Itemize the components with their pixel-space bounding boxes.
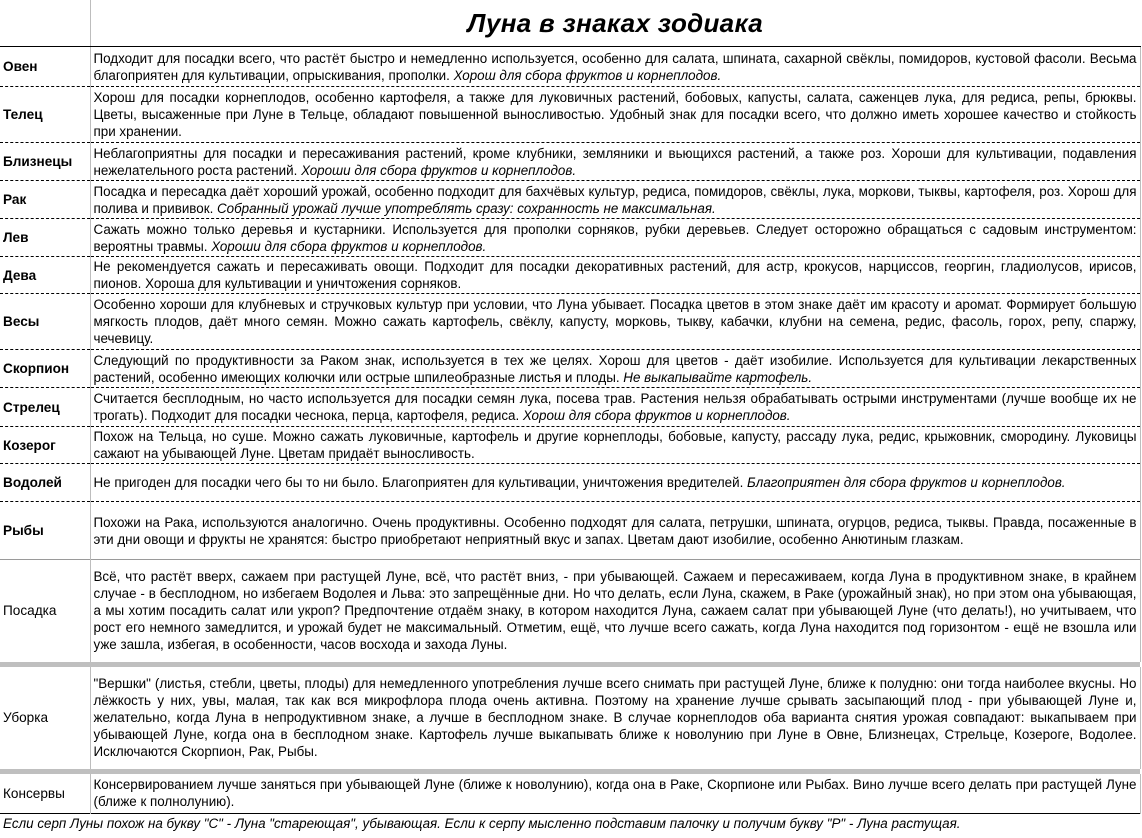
section-desc-harvest: "Вершки" (листья, стебли, цветы, плоды) для немедленного употребления лучше всего снимать при растущей Луне, ближе к полудню: они тогда наиболее вкусны. Но лёжкость у них, увы, малая, так как вся микрофлора плода очень активна. Поэтому на хранение лучше срывать засыпающий плод - при убывающей Луне и, желательно, когда Луна в непродуктивном знаке, а лучше в бесплодном знаке. В случае корнеплодов оба варианта снятия урожая совпадают: выкапываем при убывающей Луне, когда она в бесплодном знаке. Картофель лучше выкапывать ближе к новолунию при Луне в Овне, Близнецах, Стрельце, Козероге, Водолее. Исключаются Скорпион, Рак, Рыбы.	[90, 667, 1140, 769]
sign-desc-libra: Особенно хороши для клубневых и стручковых культур при условии, что Луна убывает. Посадка цветов в этом знаке даёт им красоту и аромат. Формирует большую мягкость плодов, даёт много семян. Можно сажать картофель, свёклу, капусту, морковь, тыкву, кабачки, клубни на семена, редис, фасоль, горох, репу, спаржу, чечевицу.	[90, 294, 1140, 350]
section-name-planting: Посадка	[0, 560, 90, 662]
sign-desc-leo: Сажать можно только деревья и кустарники. Используется для прополки сорняков, рубки деревьев. Следует осторожно обращаться с садовым инструментом: вероятны травмы. Хороши для сбора фруктов и корнеплодов.	[90, 219, 1140, 257]
page-title: Луна в знаках зодиака	[90, 0, 1140, 47]
section-desc-planting: Всё, что растёт вверх, сажаем при растущей Луне, всё, что растёт вниз, - при убывающей. Сажаем и пересаживаем, когда Луна в продуктивном знаке, в крайнем случае - в бесплодном, но избегаем Водолея и Льва: это запрещённые дни. Но что делать, если Луна, скажем, в Раке (урожайный знак), но при этом она убывающая, а мы хотим посадить салат или укроп? Предпочтение отдаём знаку, в котором находится Луна, сажаем салат при убывающей Луне (что делать!), но учитываем, что рост его немного замедлится, и урожай будет не максимальный. Отметим, ещё, что лучше всего сажать, когда Луна находится под горизонтом - ещё не взошла или уже зашла, избегая, в особенности, часов восхода и захода Луны.	[90, 560, 1140, 662]
section-desc-canning: Консервированием лучше заняться при убывающей Луне (ближе к новолунию), когда она в Раке, Скорпионе или Рыбах. Вино лучше всего делать при растущей Луне (ближе к полнолунию).	[90, 774, 1140, 814]
sign-name-virgo: Дева	[0, 257, 90, 294]
sign-desc-capricorn: Похож на Тельца, но суше. Можно сажать луковичные, картофель и другие корнеплоды, бобовые, капусту, рассаду лука, редис, крыжовник, смородину. Луковицы сажают на убывающей Луне. Цветам придаёт выносливость.	[90, 427, 1140, 464]
sign-desc-pisces: Похожи на Рака, используются аналогично. Очень продуктивны. Особенно подходят для салата, петрушки, шпината, огурцов, редиса, тыквы. Правда, посаженные в эти дни овощи и фрукты не хранятся: быстро приобретают неприятный вкус и запах. Цветам дают изобилие, особенно Анютиным глазкам.	[90, 502, 1140, 560]
sign-name-gemini: Близнецы	[0, 143, 90, 181]
sign-name-pisces: Рыбы	[0, 502, 90, 560]
sign-name-aquarius: Водолей	[0, 464, 90, 502]
sign-desc-gemini: Неблагоприятны для посадки и пересаживания растений, кроме клубники, земляники и вьющихся растений, а также роз. Хороши для культивации, подавления нежелательного роста растений. Хороши для сбора фруктов и корнеплодов.	[90, 143, 1140, 181]
sign-desc-sagittarius: Считается бесплодным, но часто используется для посадки семян лука, посева трав. Растения нельзя обрабатывать острыми инструментами (лучше вообще их не трогать). Подходит для посадки чеснока, перца, картофеля, редиса. Хорош для сбора фруктов и корнеплодов.	[90, 388, 1140, 427]
sign-name-leo: Лев	[0, 219, 90, 257]
footer-note: Если серп Луны похож на букву "С" - Луна "стареющая", убывающая. Если к серпу мысленно подставим палочку и получим букву "Р" - Луна растущая.	[0, 814, 1140, 833]
sign-name-libra: Весы	[0, 294, 90, 350]
sign-name-capricorn: Козерог	[0, 427, 90, 464]
sign-desc-virgo: Не рекомендуется сажать и пересаживать овощи. Подходит для посадки декоративных растений, для астр, крокусов, нарциссов, георгин, гладиолусов, ирисов, пионов. Хороша для культивации и уничтожения сорняков.	[90, 257, 1140, 294]
title-corner-cell	[0, 0, 90, 47]
sign-name-scorpio: Скорпион	[0, 350, 90, 388]
sign-desc-aries: Подходит для посадки всего, что растёт быстро и немедленно используется, особенно для салата, шпината, сахарной свёклы, помидоров, кустовой фасоли. Весьма благоприятен для культивации, опрыскивания, прополки. Хорош для сбора фруктов и корнеплодов.	[90, 47, 1140, 87]
sign-name-cancer: Рак	[0, 181, 90, 219]
section-name-canning: Консервы	[0, 774, 90, 814]
sign-desc-aquarius: Не пригоден для посадки чего бы то ни было. Благоприятен для культивации, уничтожения вредителей. Благоприятен для сбора фруктов и корнеплодов.	[90, 464, 1140, 502]
sign-name-sagittarius: Стрелец	[0, 388, 90, 427]
section-name-harvest: Уборка	[0, 667, 90, 769]
sign-desc-taurus: Хорош для посадки корнеплодов, особенно картофеля, а также для луковичных растений, бобовых, капусты, салата, саженцев лука, для редиса, репы, брюквы. Цветы, высаженные при Луне в Тельце, обладают повышенной выносливостью. Удобный знак для посадки всего, что должно иметь хорошее качество и стойкость при хранении.	[90, 87, 1140, 143]
sign-name-aries: Овен	[0, 47, 90, 87]
sign-desc-scorpio: Следующий по продуктивности за Раком знак, используется в тех же целях. Хорош для цветов - даёт изобилие. Используется для культивации лекарственных растений, особенно имеющих колючки или острые шпилеобразные листья и плоды. Не выкапывайте картофель.	[90, 350, 1140, 388]
sign-desc-cancer: Посадка и пересадка даёт хороший урожай, особенно подходит для бахчёвых культур, редиса, помидоров, свёклы, лука, моркови, тыквы, картофеля, роз. Хорош для полива и прививок. Собранный урожай лучше употреблять сразу: сохранность не максимальная.	[90, 181, 1140, 219]
sign-name-taurus: Телец	[0, 87, 90, 143]
